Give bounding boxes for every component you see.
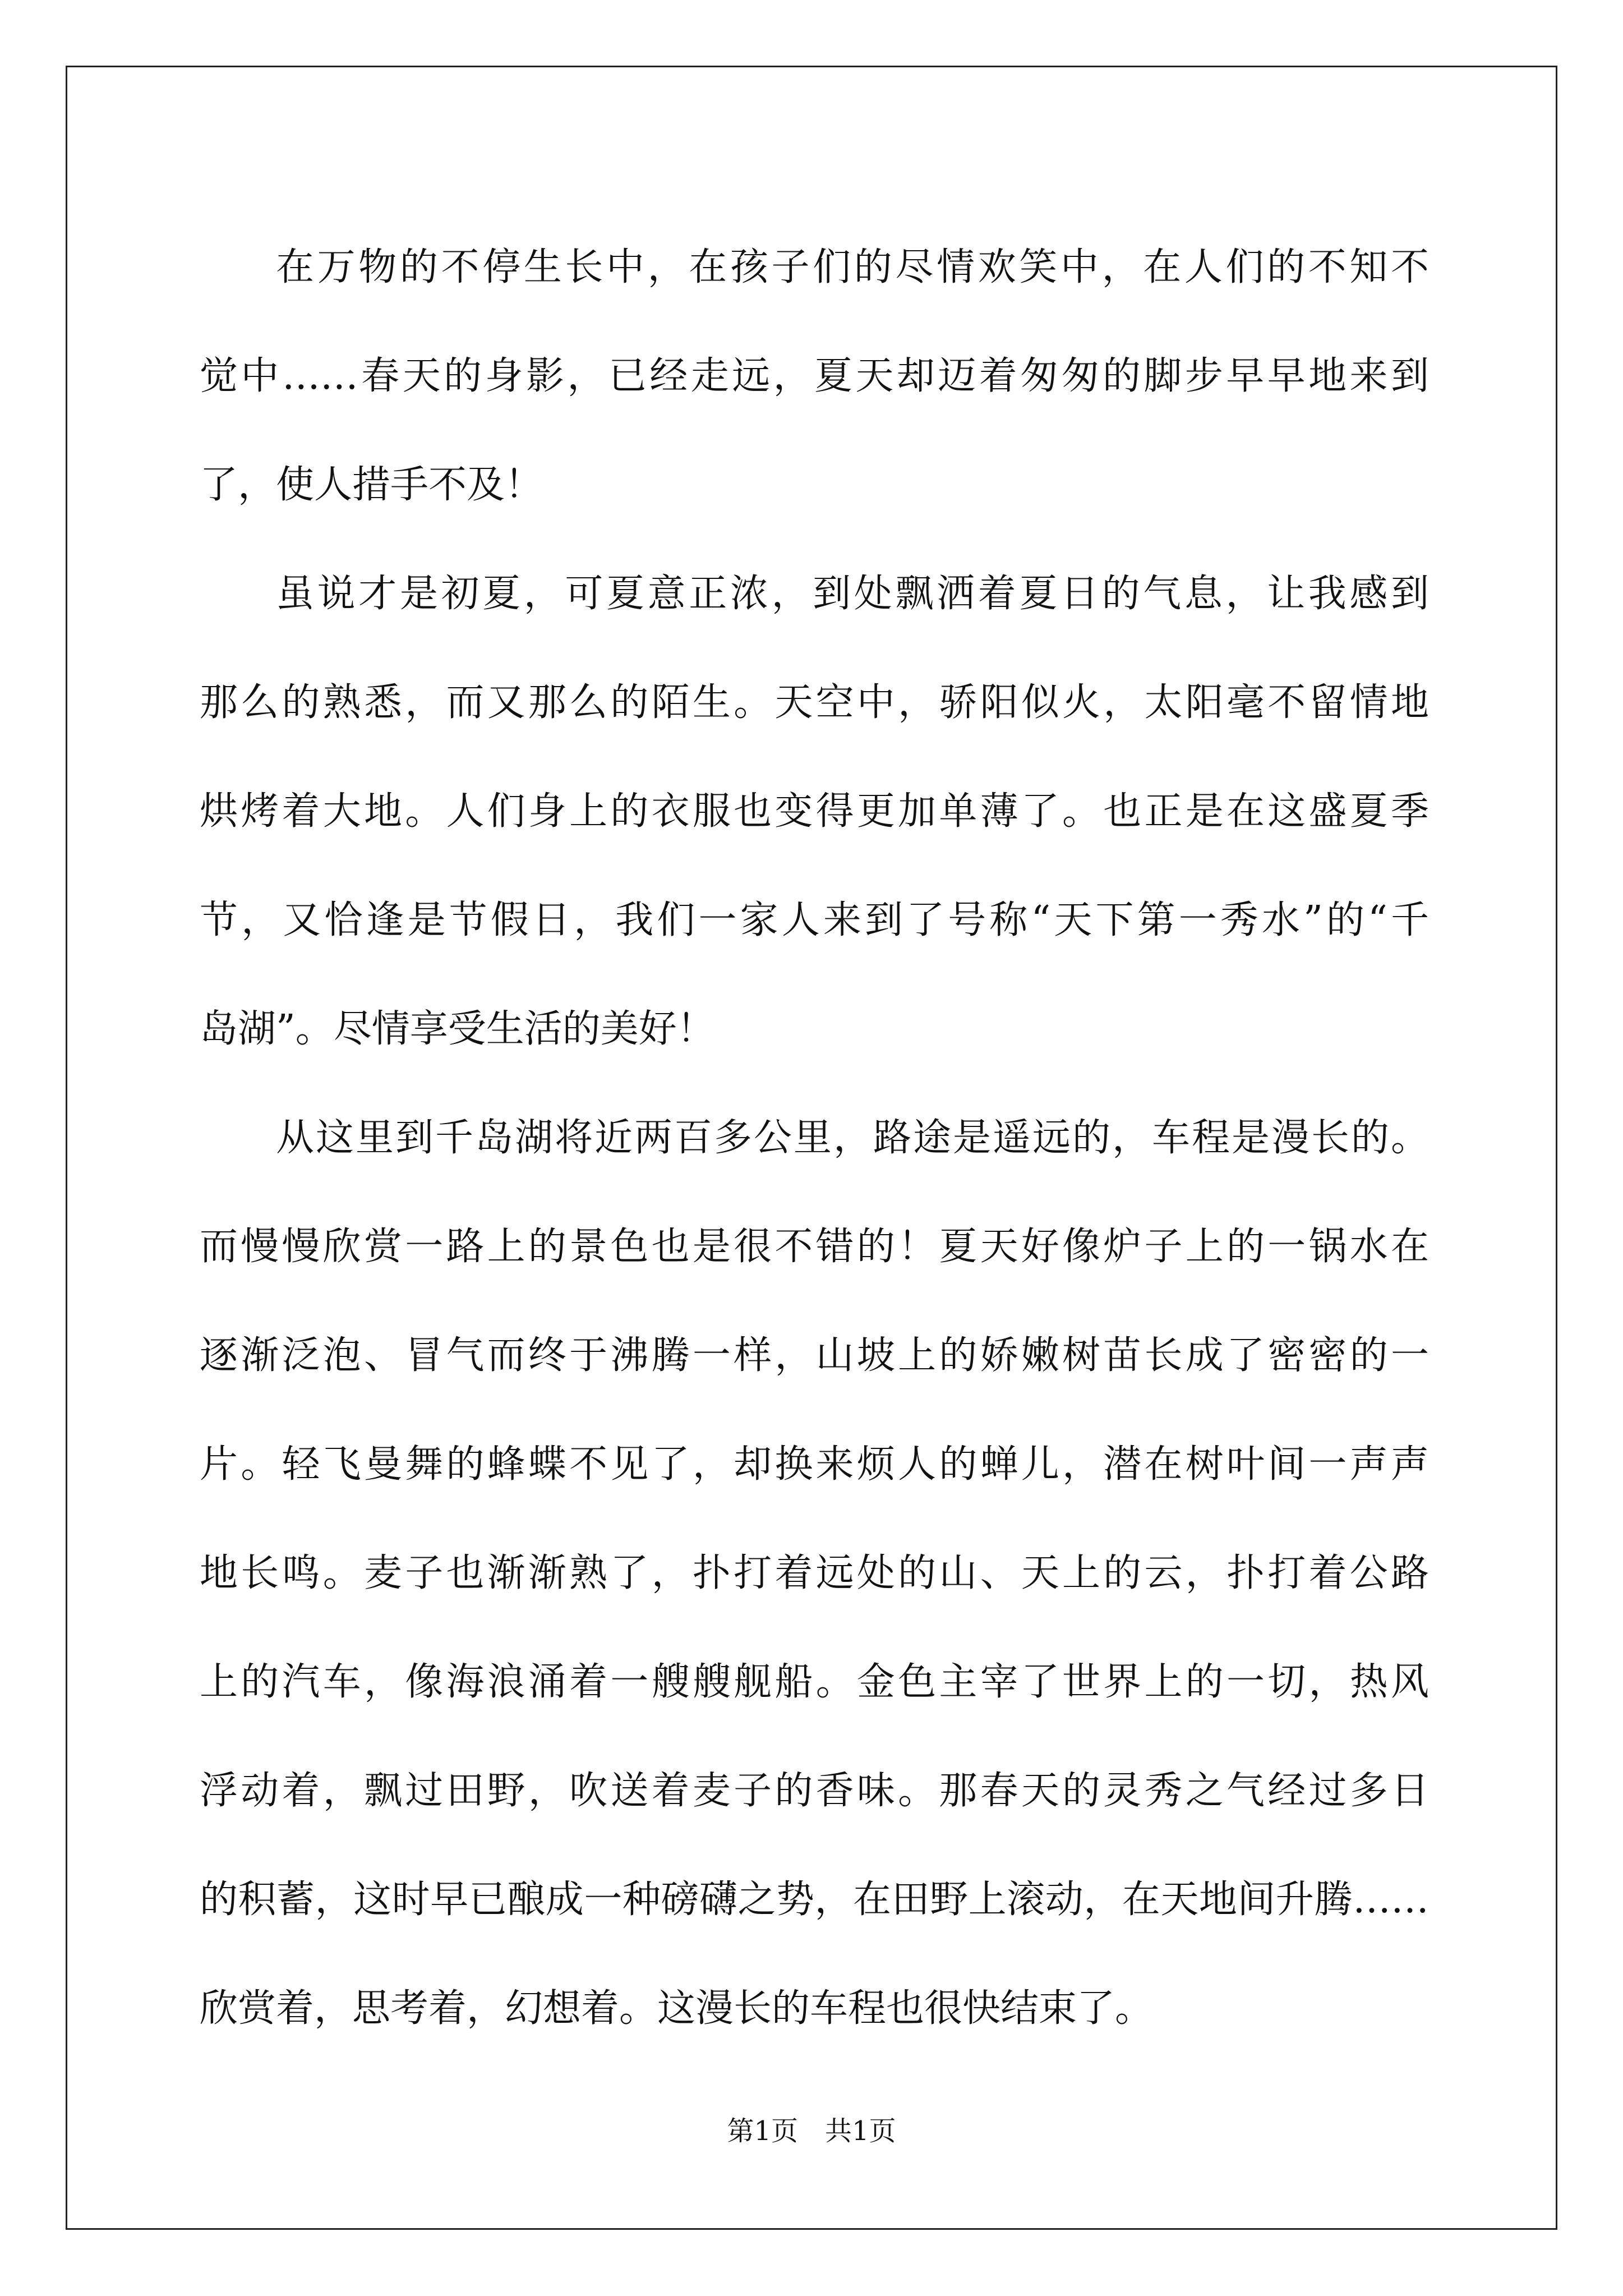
text-line: 地长鸣。麦子也渐渐熟了，扑打着远处的山、天上的云，扑打着公路 xyxy=(200,1551,1429,1595)
paragraph-1 xyxy=(200,213,1429,540)
text-line: 逐渐泛泡、冒气而终于沸腾一样，山坡上的娇嫩树苗长成了密密的一 xyxy=(200,1333,1429,1378)
text-line: 节，又恰逢是节假日，我们一家人来到了号称“天下第一秀水”的“千 xyxy=(200,898,1429,942)
text-line: 那么的熟悉，而又那么的陌生。天空中，骄阳似火，太阳毫不留情地 xyxy=(200,680,1429,725)
document-body xyxy=(200,213,1429,2063)
text-line: 上的汽车，像海浪涌着一艘艘舰船。金色主宰了世界上的一切，热风 xyxy=(200,1660,1429,1704)
text-line: 烘烤着大地。人们身上的衣服也变得更加单薄了。也正是在这盛夏季 xyxy=(200,789,1429,834)
page-number-footer: 第1页 共1页 xyxy=(727,2115,896,2147)
text-line: 在万物的不停生长中，在孩子们的尽情欢笑中，在人们的不知不 xyxy=(276,245,1429,289)
text-line: 浮动着，飘过田野，吹送着麦子的香味。那春天的灵秀之气经过多日 xyxy=(200,1769,1429,1813)
text-line: 从这里到千岛湖将近两百多公里，路途是遥远的，车程是漫长的。 xyxy=(276,1116,1429,1160)
text-line: 片。轻飞曼舞的蜂蝶不见了，却换来烦人的蝉儿，潜在树叶间一声声 xyxy=(200,1442,1429,1487)
paragraph-3 xyxy=(200,1084,1429,2063)
text-line: 了，使人措手不及！ xyxy=(200,463,543,507)
text-line: 而慢慢欣赏一路上的景色也是很不错的！夏天好像炉子上的一锅水在 xyxy=(200,1225,1429,1269)
text-line: 的积蓄，这时早已酿成一种磅礴之势，在田野上滚动，在天地间升腾…… xyxy=(200,1878,1429,1922)
text-line: 岛湖”。尽情享受生活的美好！ xyxy=(200,1007,715,1051)
paragraph-2 xyxy=(200,540,1429,1084)
text-line: 觉中……春天的身影，已经走远，夏天却迈着匆匆的脚步早早地来到 xyxy=(200,354,1429,398)
text-line: 欣赏着，思考着，幻想着。这漫长的车程也很快结束了。 xyxy=(200,1986,1154,2031)
text-line: 虽说才是初夏，可夏意正浓，到处飘洒着夏日的气息，让我感到 xyxy=(276,572,1429,616)
